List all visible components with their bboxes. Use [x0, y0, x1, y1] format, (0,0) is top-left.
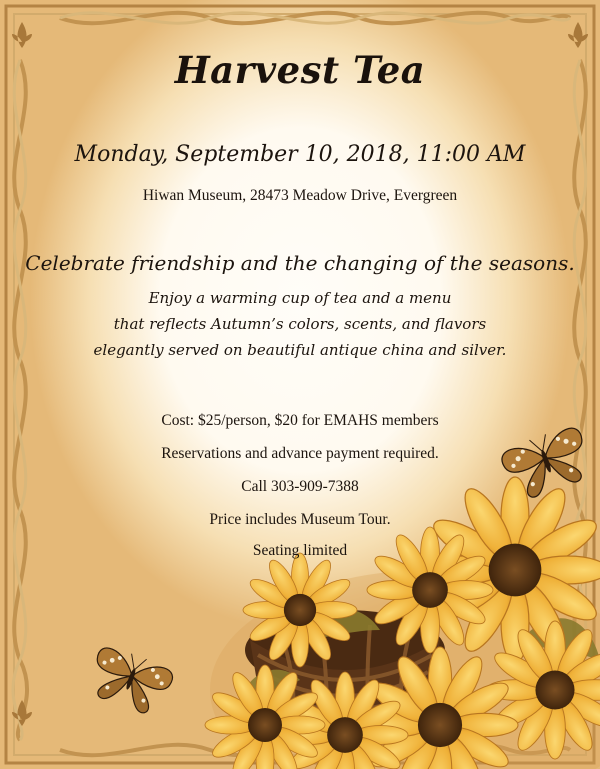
description-line: that reflects Autumn’s colors, scents, and flavors [113, 315, 487, 333]
description-line: Enjoy a warming cup of tea and a menu [148, 289, 452, 307]
description-line: elegantly served on beautiful antique china and silver. [93, 341, 507, 359]
seating-info: Seating limited [252, 542, 348, 559]
butterfly-left [85, 643, 176, 719]
tour-info: Price includes Museum Tour. [209, 511, 391, 528]
event-tagline: Celebrate friendship and the changing of the seasons. [25, 251, 575, 275]
event-date-time: Monday, September 10, 2018, 11:00 AM [74, 142, 526, 167]
reservation-info: Reservations and advance payment required. [161, 445, 439, 462]
event-title: Harvest Tea [174, 48, 426, 92]
cost-info: Cost: $25/person, $20 for EMAHS members [161, 412, 439, 429]
event-location: Hiwan Museum, 28473 Meadow Drive, Evergreen [142, 187, 458, 204]
phone-info: Call 303-909-7388 [241, 478, 359, 495]
